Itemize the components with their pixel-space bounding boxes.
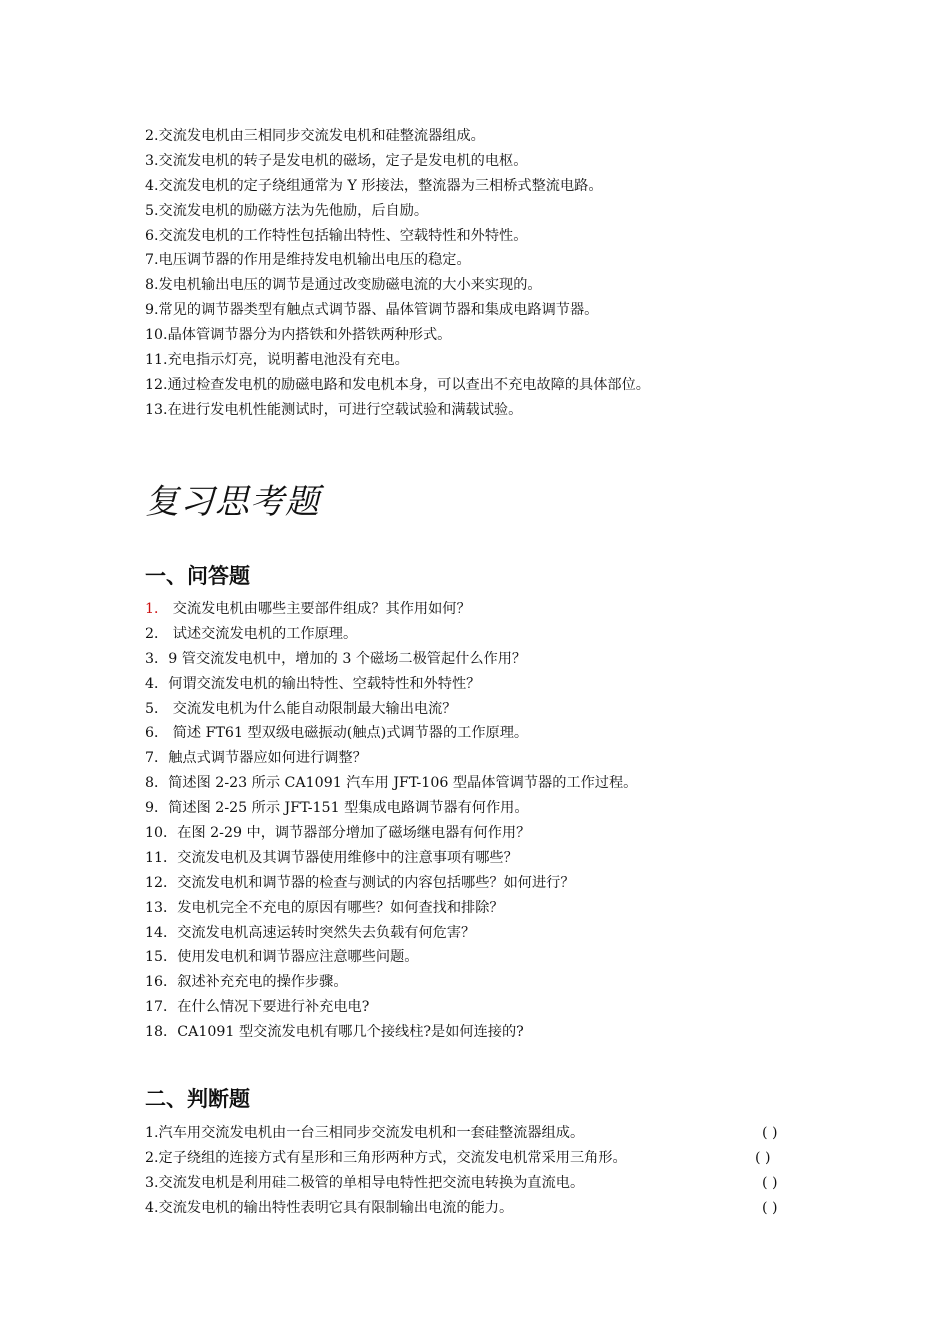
question-number: 3．: [145, 650, 169, 667]
question-text: 交流发电机和调节器的检查与测试的内容包括哪些？如何进行？: [177, 874, 575, 891]
question-text: CA1091 型交流发电机有哪几个接线柱?是如何连接的?: [177, 1024, 524, 1041]
question-number: 9．: [145, 800, 169, 817]
qa-question-list: [145, 597, 845, 1045]
list-item: [145, 622, 845, 647]
question-text: 触点式调节器应如何进行调整？: [168, 750, 367, 767]
list-item: [145, 796, 845, 821]
list-item: [145, 672, 845, 697]
list-item: [145, 846, 845, 871]
question-text: 在图 2-29 中，调节器部分增加了磁场继电器有何作用？: [177, 825, 531, 842]
question-text: 发电机完全不充电的原因有哪些？如何查找和排除？: [177, 899, 504, 916]
list-item: [145, 995, 845, 1020]
question-number: 11．: [145, 849, 178, 866]
question-number: 8．: [145, 775, 169, 792]
answer-blank: ( ): [762, 1125, 778, 1141]
list-item: [145, 597, 845, 622]
judge-statement: 2.定子绕组的连接方式有星形和三角形两种方式，交流发电机常采用三角形。: [145, 1149, 627, 1166]
list-item: [145, 746, 845, 771]
list-item: [145, 1146, 785, 1171]
question-text: 在什么情况下要进行补充电电?: [177, 999, 370, 1016]
question-number: 18．: [145, 1024, 178, 1041]
answer-blank: ( ): [762, 1199, 778, 1216]
question-number: 5．: [145, 700, 169, 717]
summary-item: 2.交流发电机由三相同步交流发电机和硅整流器组成。: [145, 128, 485, 144]
question-number: 16．: [145, 974, 178, 991]
summary-item: 6.交流发电机的工作特性包括输出特性、空载特性和外特性。: [145, 227, 528, 244]
review-title: 复习思考题: [145, 482, 320, 522]
question-text: 使用发电机和调节器应注意哪些问题。: [177, 949, 419, 966]
question-number: 4．: [145, 675, 169, 692]
summary-item: 10.晶体管调节器分为内搭铁和外搭铁两种形式。: [145, 327, 452, 344]
question-text: 交流发电机及其调节器使用维修中的注意事项有哪些？: [177, 849, 518, 866]
list-item: [145, 821, 845, 846]
list-item: [145, 647, 845, 672]
question-text: 简述图 2-25 所示 JFT-151 型集成电路调节器有何作用。: [168, 800, 529, 817]
question-number: 7．: [145, 750, 169, 767]
summary-item: 3.交流发电机的转子是发电机的磁场，定子是发电机的电枢。: [145, 152, 528, 169]
question-text: 交流发电机高速运转时突然失去负载有何危害？: [177, 924, 476, 941]
list-item: [145, 970, 845, 995]
question-text: 试述交流发电机的工作原理。: [168, 625, 358, 642]
summary-item: 11.充电指示灯亮，说明蓄电池没有充电。: [145, 352, 409, 369]
judge-statement: 1.汽车用交流发电机由一台三相同步交流发电机和一套硅整流器组成。: [145, 1125, 585, 1141]
list-item: [145, 1171, 785, 1196]
judge-statement: 3.交流发电机是利用硅二极管的单相导电特性把交流电转换为直流电。: [145, 1174, 585, 1191]
question-text: 何谓交流发电机的输出特性、空载特性和外特性？: [168, 675, 481, 692]
chapter-summary: [145, 124, 845, 423]
question-number: 10．: [145, 825, 178, 842]
summary-item: 12.通过检查发电机的励磁电路和发电机本身，可以查出不充电故障的具体部位。: [145, 376, 650, 393]
answer-blank: ( ): [755, 1149, 771, 1166]
summary-item: 9.常见的调节器类型有触点式调节器、晶体管调节器和集成电路调节器。: [145, 302, 599, 319]
list-item: [145, 921, 845, 946]
question-number: 15．: [145, 949, 178, 966]
list-item: [145, 1020, 845, 1045]
judge-statement: 4.交流发电机的输出特性表明它具有限制输出电流的能力。: [145, 1199, 514, 1216]
question-text: 简述 FT61 型双级电磁振动(触点)式调节器的工作原理。: [168, 725, 529, 742]
question-number: 14．: [145, 924, 178, 941]
list-item: [145, 1121, 785, 1146]
question-text: 交流发电机为什么能自动限制最大输出电流？: [168, 700, 457, 717]
question-text: 交流发电机由哪些主要部件组成？其作用如何？: [168, 601, 471, 617]
list-item: [145, 871, 845, 896]
list-item: [145, 945, 845, 970]
question-number: 17．: [145, 999, 178, 1016]
question-text: 9 管交流发电机中，增加的 3 个磁场二极管起什么作用？: [168, 650, 527, 667]
judge-section-heading: 二、判断题: [145, 1087, 250, 1111]
judge-question-list: [145, 1121, 785, 1221]
summary-item: 13.在进行发电机性能测试时，可进行空载试验和满载试验。: [145, 401, 523, 418]
list-item: [145, 697, 845, 722]
list-item: [145, 1196, 785, 1221]
question-number: 6．: [145, 725, 169, 742]
summary-item: 5.交流发电机的励磁方法为先他励，后自励。: [145, 202, 429, 219]
answer-blank: ( ): [762, 1174, 778, 1191]
question-number: 2．: [145, 625, 169, 642]
list-item: [145, 721, 845, 746]
list-item: [145, 771, 845, 796]
question-text: 叙述补充充电的操作步骤。: [177, 974, 348, 991]
qa-section-heading: 一、问答题: [145, 564, 250, 588]
question-text: 简述图 2-23 所示 CA1091 汽车用 JFT-106 型晶体管调节器的工作过程。: [168, 775, 638, 792]
summary-item: 7.电压调节器的作用是维持发电机输出电压的稳定。: [145, 252, 471, 269]
summary-item: 8.发电机输出电压的调节是通过改变励磁电流的大小来实现的。: [145, 277, 542, 294]
list-item: [145, 896, 845, 921]
question-number: 12．: [145, 874, 178, 891]
summary-item: 4.交流发电机的定子绕组通常为 Y 形接法，整流器为三相桥式整流电路。: [145, 177, 603, 194]
question-number: 13．: [145, 899, 178, 916]
question-number: 1．: [145, 601, 169, 617]
